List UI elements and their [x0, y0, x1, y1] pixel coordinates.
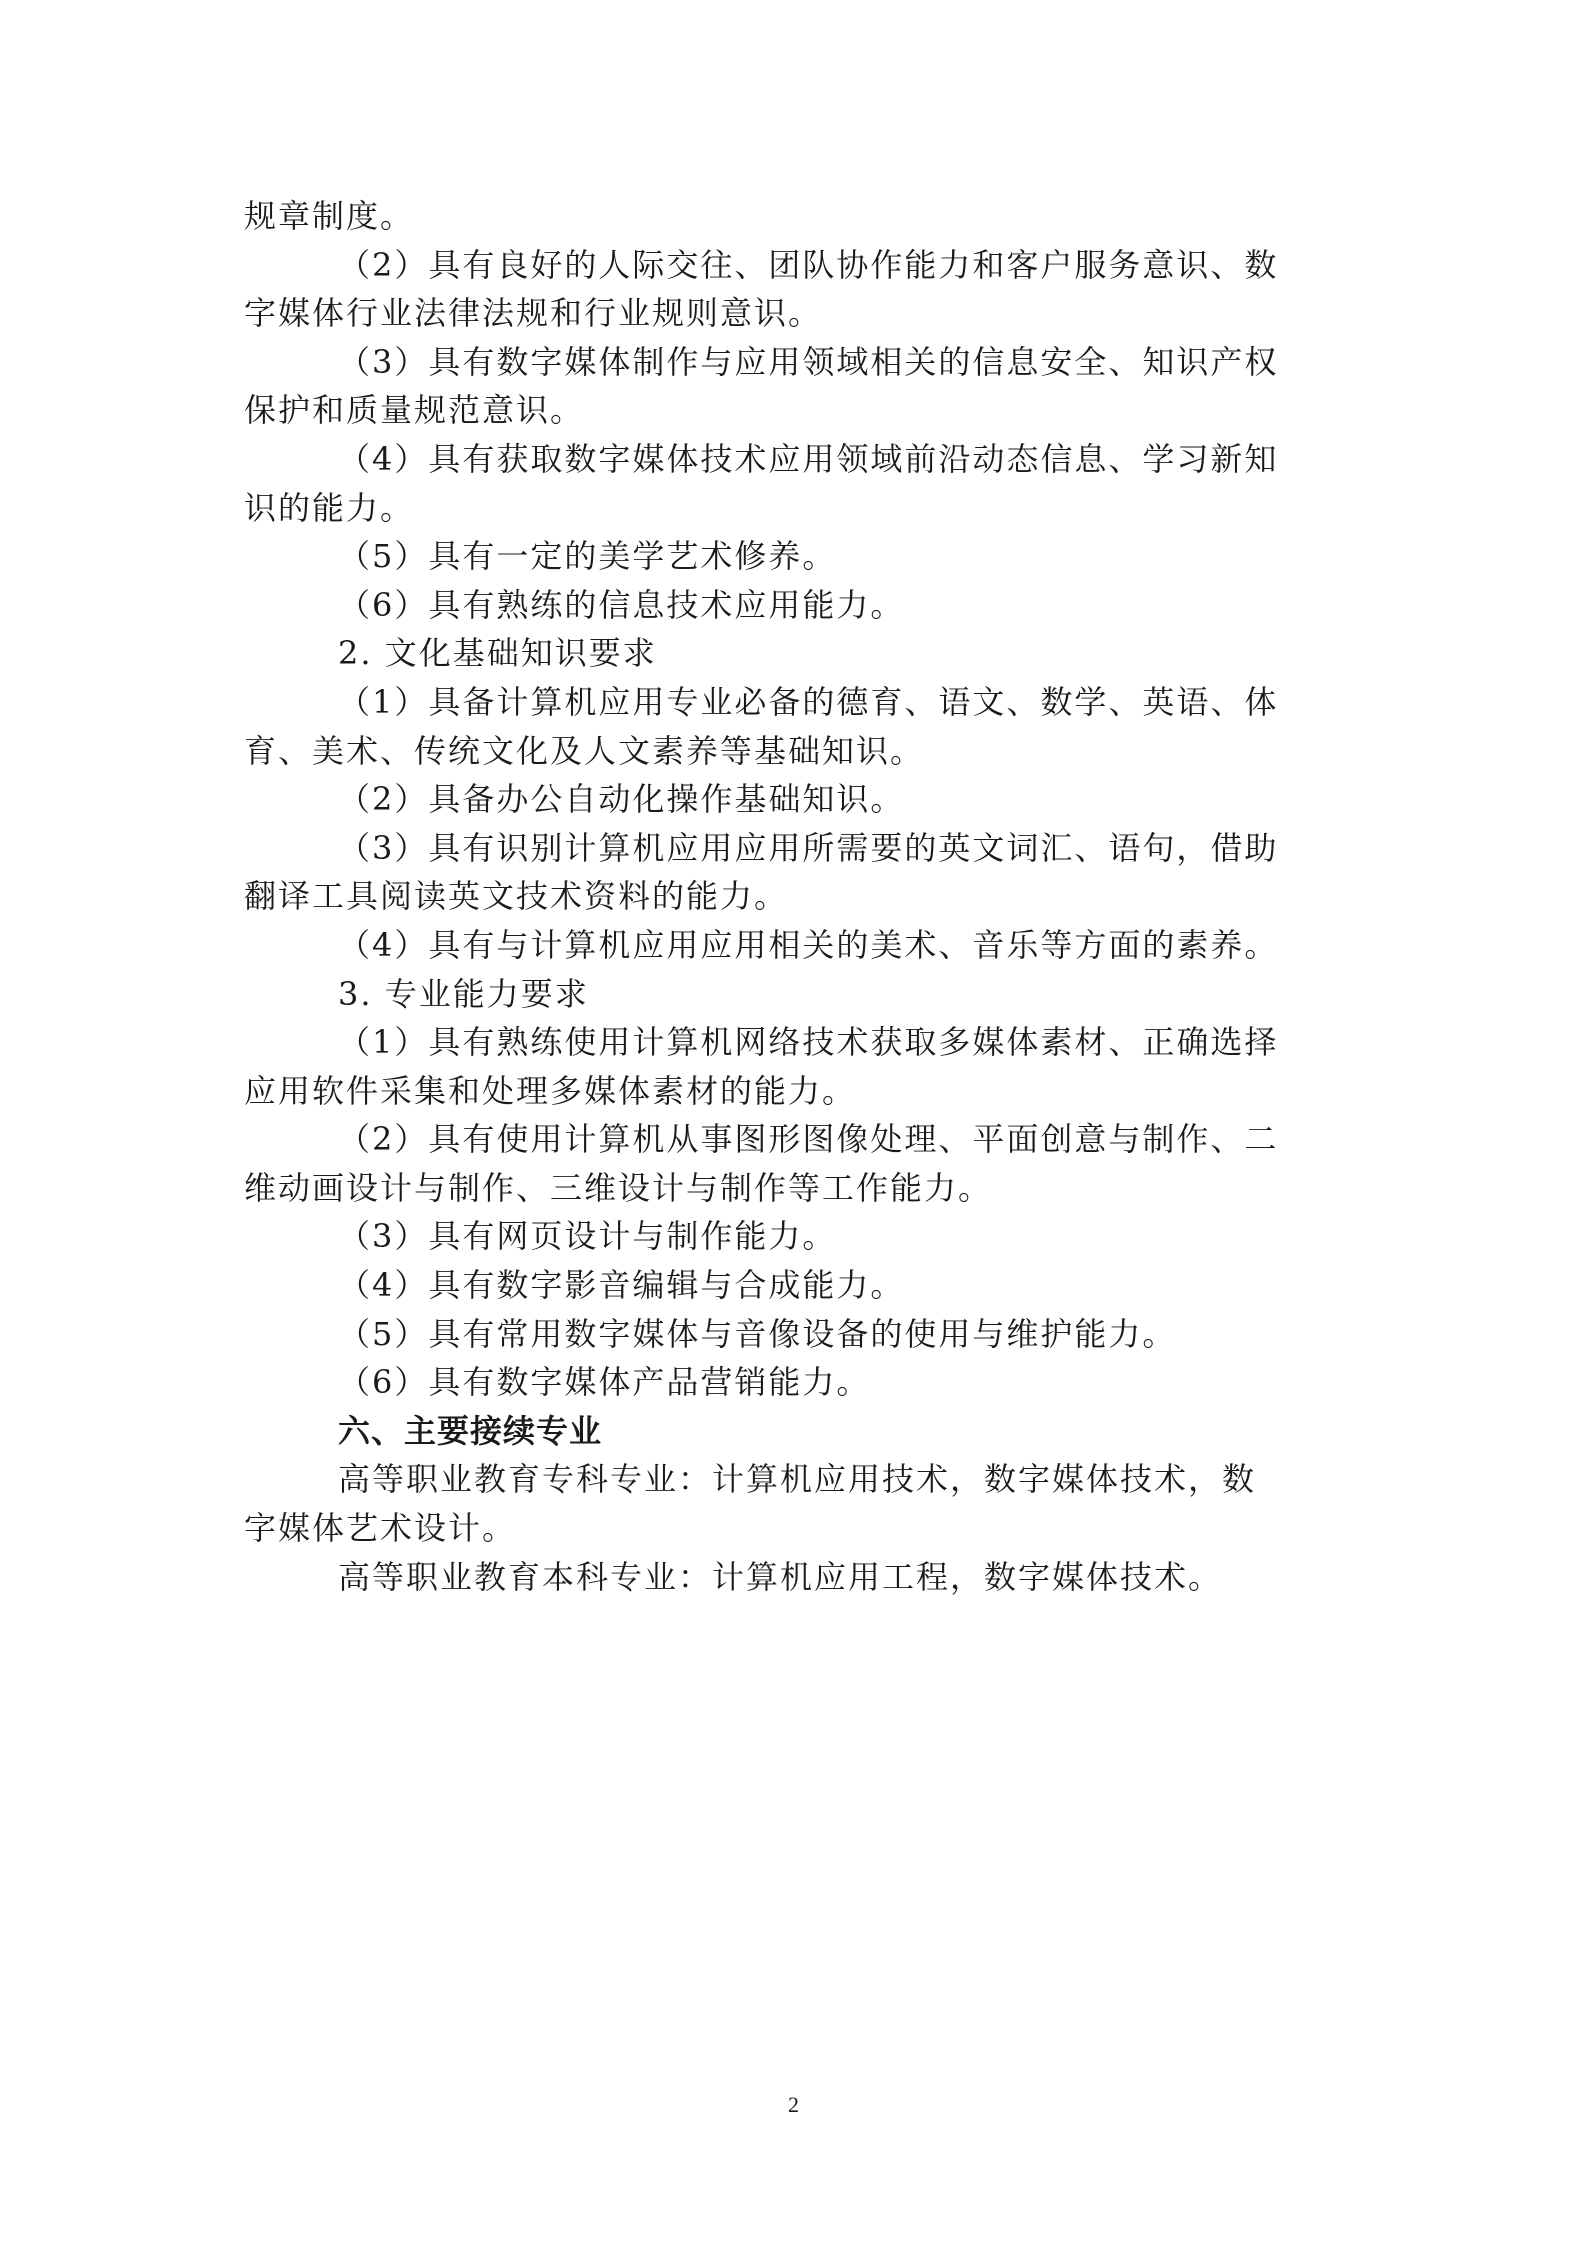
- list-item-5: （5）具有常用数字媒体与音像设备的使用与维护能力。: [338, 1314, 1177, 1353]
- list-item-4: （4）具有数字影音编辑与合成能力。: [338, 1266, 905, 1305]
- text-line: 识的能力。: [244, 488, 415, 527]
- section-heading-continuing-majors: 六、主要接续专业: [338, 1411, 603, 1450]
- list-item-3: （3）具有数字媒体制作与应用领域相关的信息安全、知识产权: [338, 342, 1279, 381]
- list-item-3: （3）具有识别计算机应用应用所需要的英文词汇、语句，借助: [338, 828, 1279, 867]
- paragraph-vocational-bachelor: 高等职业教育本科专业：计算机应用工程，数字媒体技术。: [338, 1557, 1223, 1596]
- text-line: 应用软件采集和处理多媒体素材的能力。: [244, 1071, 857, 1110]
- list-item-6: （6）具有数字媒体产品营销能力。: [338, 1363, 871, 1402]
- list-item-2: （2）具有良好的人际交往、团队协作能力和客户服务意识、数: [338, 245, 1279, 284]
- text-line: 维动画设计与制作、三维设计与制作等工作能力。: [244, 1168, 993, 1207]
- text-line: 字媒体艺术设计。: [244, 1509, 517, 1548]
- page-number: 2: [788, 2092, 799, 2117]
- list-item-1: （1）具有熟练使用计算机网络技术获取多媒体素材、正确选择: [338, 1023, 1279, 1062]
- list-item-6: （6）具有熟练的信息技术应用能力。: [338, 585, 905, 624]
- list-item-2: （2）具备办公自动化操作基础知识。: [338, 780, 905, 819]
- text-line: 规章制度。: [244, 197, 415, 235]
- list-item-4: （4）具有获取数字媒体技术应用领域前沿动态信息、学习新知: [338, 439, 1279, 478]
- list-item-1: （1）具备计算机应用专业必备的德育、语文、数学、英语、体: [338, 682, 1279, 721]
- paragraph-vocational-associate: 高等职业教育专科专业：计算机应用技术，数字媒体技术，数: [338, 1460, 1257, 1499]
- subsection-title-cultural-knowledge: 2. 文化基础知识要求: [338, 634, 657, 673]
- document-body: [244, 192, 1354, 1601]
- list-item-5: （5）具有一定的美学艺术修养。: [338, 537, 837, 576]
- list-item-4: （4）具有与计算机应用应用相关的美术、音乐等方面的素养。: [338, 925, 1279, 964]
- text-line: 字媒体行业法律法规和行业规则意识。: [244, 294, 823, 333]
- text-line: 翻译工具阅读英文技术资料的能力。: [244, 877, 789, 916]
- list-item-2: （2）具有使用计算机从事图形图像处理、平面创意与制作、二: [338, 1120, 1279, 1159]
- subsection-title-professional-ability: 3. 专业能力要求: [338, 974, 589, 1013]
- text-line: 育、美术、传统文化及人文素养等基础知识。: [244, 731, 925, 770]
- list-item-3: （3）具有网页设计与制作能力。: [338, 1217, 837, 1256]
- text-line: 保护和质量规范意识。: [244, 391, 585, 430]
